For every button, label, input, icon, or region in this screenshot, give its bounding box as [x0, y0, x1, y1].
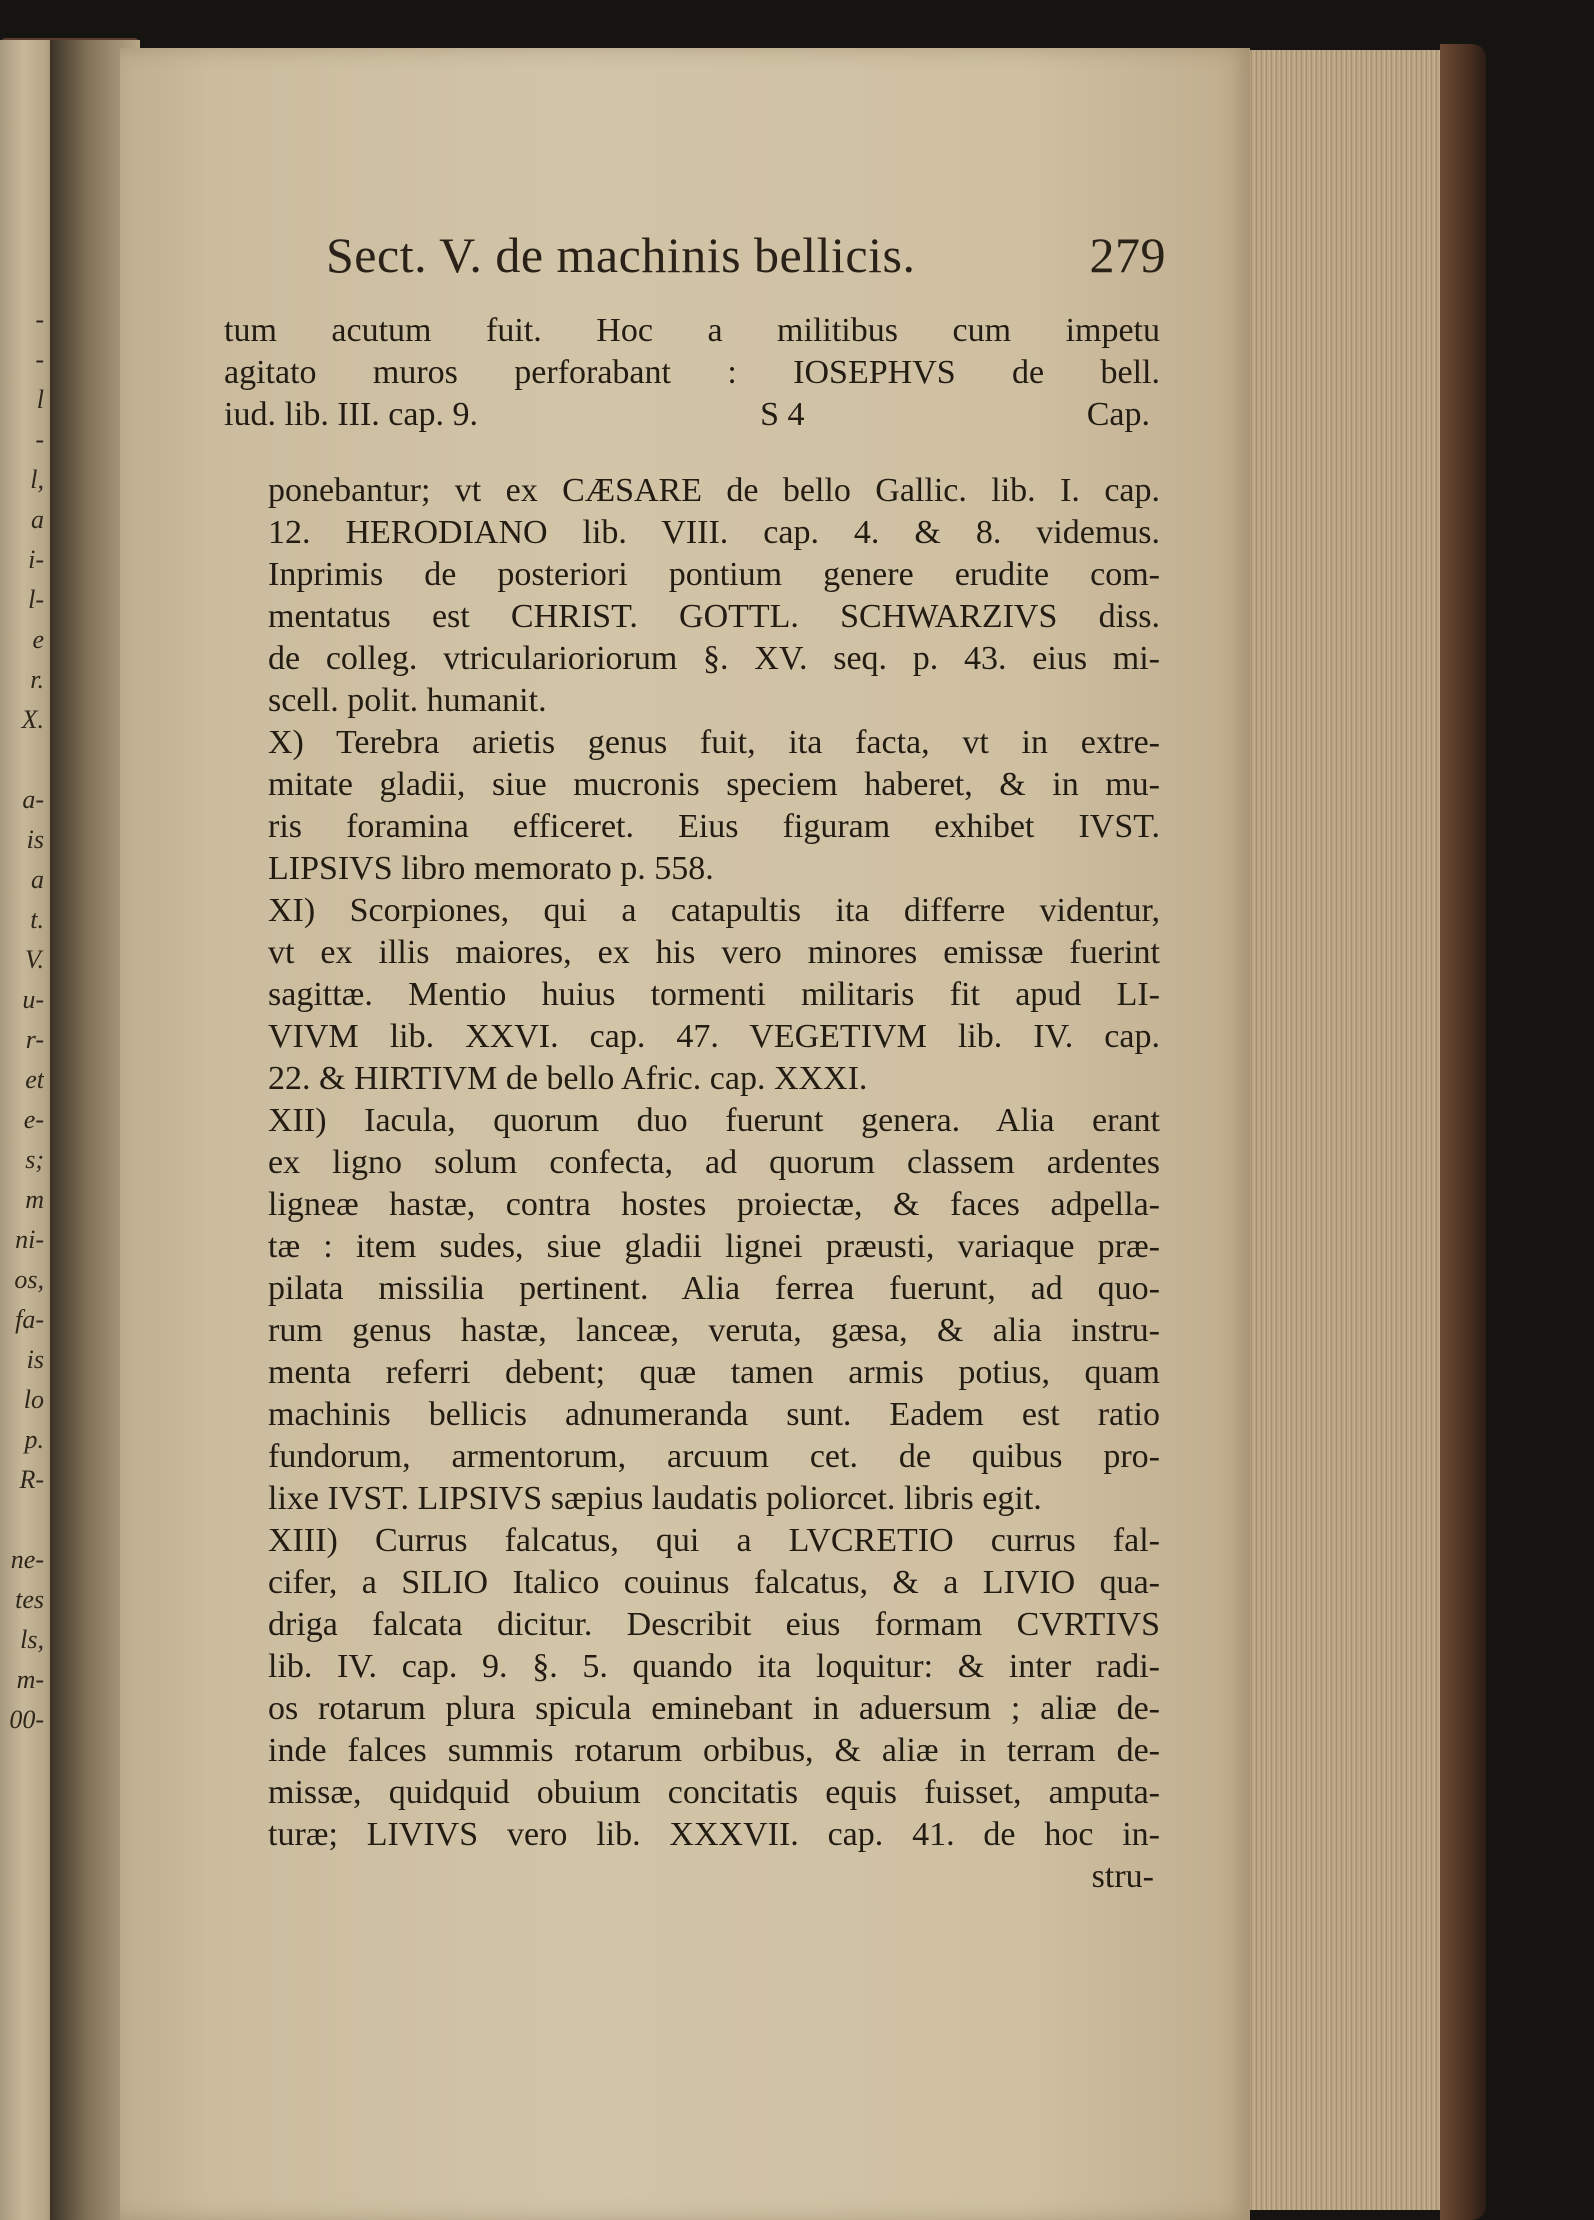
margin-fragment: - [35, 345, 44, 374]
margin-fragment: a [31, 505, 44, 534]
margin-fragment: t. [30, 905, 44, 934]
back-cover [1440, 44, 1486, 2220]
margin-fragment: u- [22, 985, 44, 1014]
text-line: inde falces summis rotarum orbibus, & aliæ in terram de- [268, 1732, 1160, 1769]
text-line: missæ, quidquid obuium concitatis equis fuisset, amputa- [268, 1774, 1160, 1811]
top-line: tum acutum fuit. Hoc a militibus cum impetu [224, 312, 1160, 349]
text-line: mitate gladii, siue mucronis speciem haberet, & in mu- [268, 766, 1160, 803]
text-line: ponebantur; vt ex CÆSARE de bello Gallic. lib. I. cap. [268, 472, 1160, 509]
text-line: fundorum, armentorum, arcuum cet. de quibus pro- [268, 1438, 1160, 1475]
text-line: Inprimis de posteriori pontium genere erudite com- [268, 556, 1160, 593]
margin-fragment: - [35, 425, 44, 454]
text-line: menta referri debent; quæ tamen armis potius, quam [268, 1354, 1160, 1391]
final-catchword: stru- [1091, 1858, 1154, 1895]
text-line: sagittæ. Mentio huius tormenti militaris fit apud LI- [268, 976, 1160, 1013]
text-line: ex ligno solum confecta, ad quorum classem ardentes [268, 1144, 1160, 1181]
text-line: LIPSIVS libro memorato p. 558. [268, 850, 714, 887]
margin-fragment: s; [25, 1145, 44, 1174]
text-line: lib. IV. cap. 9. §. 5. quando ita loquitur: & inter radi- [268, 1648, 1160, 1685]
text-line: tæ : item sudes, siue gladii lignei præusti, variaque præ- [268, 1228, 1160, 1265]
margin-fragment: et [25, 1065, 44, 1094]
text-line: lixe IVST. LIPSIVS sæpius laudatis poliorcet. libris egit. [268, 1480, 1042, 1517]
text-line: scell. polit. humanit. [268, 682, 547, 719]
text-line: machinis bellicis adnumeranda sunt. Eadem est ratio [268, 1396, 1160, 1433]
margin-fragment: m [25, 1185, 44, 1214]
margin-fragment: V. [24, 945, 44, 974]
margin-fragment: r. [30, 665, 44, 694]
text-line: ligneæ hastæ, contra hostes proiectæ, & faces adpella- [268, 1186, 1160, 1223]
running-head-title: Sect. V. de machinis bellicis. [326, 227, 916, 283]
margin-fragment: 00- [9, 1705, 44, 1734]
margin-fragment: r- [25, 1025, 44, 1054]
text-line: turæ; LIVIVS vero lib. XXXVII. cap. 41. de hoc in- [268, 1816, 1160, 1853]
text-line: cifer, a SILIO Italico couinus falcatus, & a LIVIO qua- [268, 1564, 1160, 1601]
text-line: os rotarum plura spicula eminebant in aduersum ; aliæ de- [268, 1690, 1160, 1727]
margin-fragment: is [26, 1345, 44, 1374]
margin-fragment: tes [15, 1585, 44, 1614]
margin-fragment: l [36, 385, 44, 414]
body-text [268, 470, 1160, 1856]
text-line: rum genus hastæ, lanceæ, veruta, gæsa, & alia instru- [268, 1312, 1160, 1349]
text-line: vt ex illis maiores, ex his vero minores emissæ fuerint [268, 934, 1160, 971]
margin-fragment [6, 1500, 44, 1540]
text-line: X) Terebra arietis genus fuit, ita facta, vt in extre- [268, 724, 1160, 761]
margin-fragment: ni- [15, 1225, 44, 1254]
margin-fragment: l, [30, 465, 44, 494]
catchword: Cap. [1086, 396, 1150, 433]
text-line: mentatus est CHRIST. GOTTL. SCHWARZIVS diss. [268, 598, 1160, 635]
page-edges [1238, 50, 1464, 2210]
margin-fragment: ls, [20, 1625, 44, 1654]
right-page [120, 48, 1250, 2220]
margin-fragment: i- [28, 545, 44, 574]
margin-fragment: p. [24, 1425, 44, 1454]
page-number: 279 [1089, 227, 1166, 283]
margin-fragment: ne- [10, 1545, 44, 1574]
text-line: XIII) Currus falcatus, qui a LVCRETIO currus fal- [268, 1522, 1160, 1559]
margin-fragment: X. [21, 705, 44, 734]
margin-fragment: e- [23, 1105, 44, 1134]
top-line: agitato muros perforabant : IOSEPHVS de bell. [224, 354, 1160, 391]
margin-fragment: - [35, 305, 44, 334]
text-line: de colleg. vtricularioriorum §. XV. seq. p. 43. eius mi- [268, 640, 1160, 677]
signature-mark: S 4 [760, 396, 805, 433]
text-line: ris foramina efficeret. Eius figuram exhibet IVST. [268, 808, 1160, 845]
running-head [326, 226, 1166, 286]
margin-fragment: e [32, 625, 44, 654]
margin-fragment: fa- [15, 1305, 44, 1334]
text-line: VIVM lib. XXVI. cap. 47. VEGETIVM lib. IV. cap. [268, 1018, 1160, 1055]
text-line: driga falcata dicitur. Describit eius formam CVRTIVS [268, 1606, 1160, 1643]
margin-fragment: is [26, 825, 44, 854]
margin-fragment: m- [16, 1665, 44, 1694]
top-line-end: iud. lib. III. cap. 9. [224, 396, 478, 433]
margin-fragment: lo [23, 1385, 44, 1414]
signature-line [224, 394, 1160, 436]
text-line: pilata missilia pertinent. Alia ferrea fuerunt, ad quo- [268, 1270, 1160, 1307]
margin-fragment: l- [28, 585, 44, 614]
margin-fragment: a- [22, 785, 44, 814]
text-line: 22. & HIRTIVM de bello Afric. cap. XXXI. [268, 1060, 868, 1097]
text-line: XI) Scorpiones, qui a catapultis ita differre videntur, [268, 892, 1160, 929]
page-text [224, 310, 1160, 1898]
text-line: 12. HERODIANO lib. VIII. cap. 4. & 8. videmus. [268, 514, 1160, 551]
margin-fragment: R- [19, 1465, 44, 1494]
margin-fragment: os, [14, 1265, 44, 1294]
text-line: XII) Iacula, quorum duo fuerunt genera. Alia erant [268, 1102, 1160, 1139]
left-margin-fragments [6, 300, 44, 1740]
margin-fragment: a [31, 865, 44, 894]
margin-fragment [6, 740, 44, 780]
